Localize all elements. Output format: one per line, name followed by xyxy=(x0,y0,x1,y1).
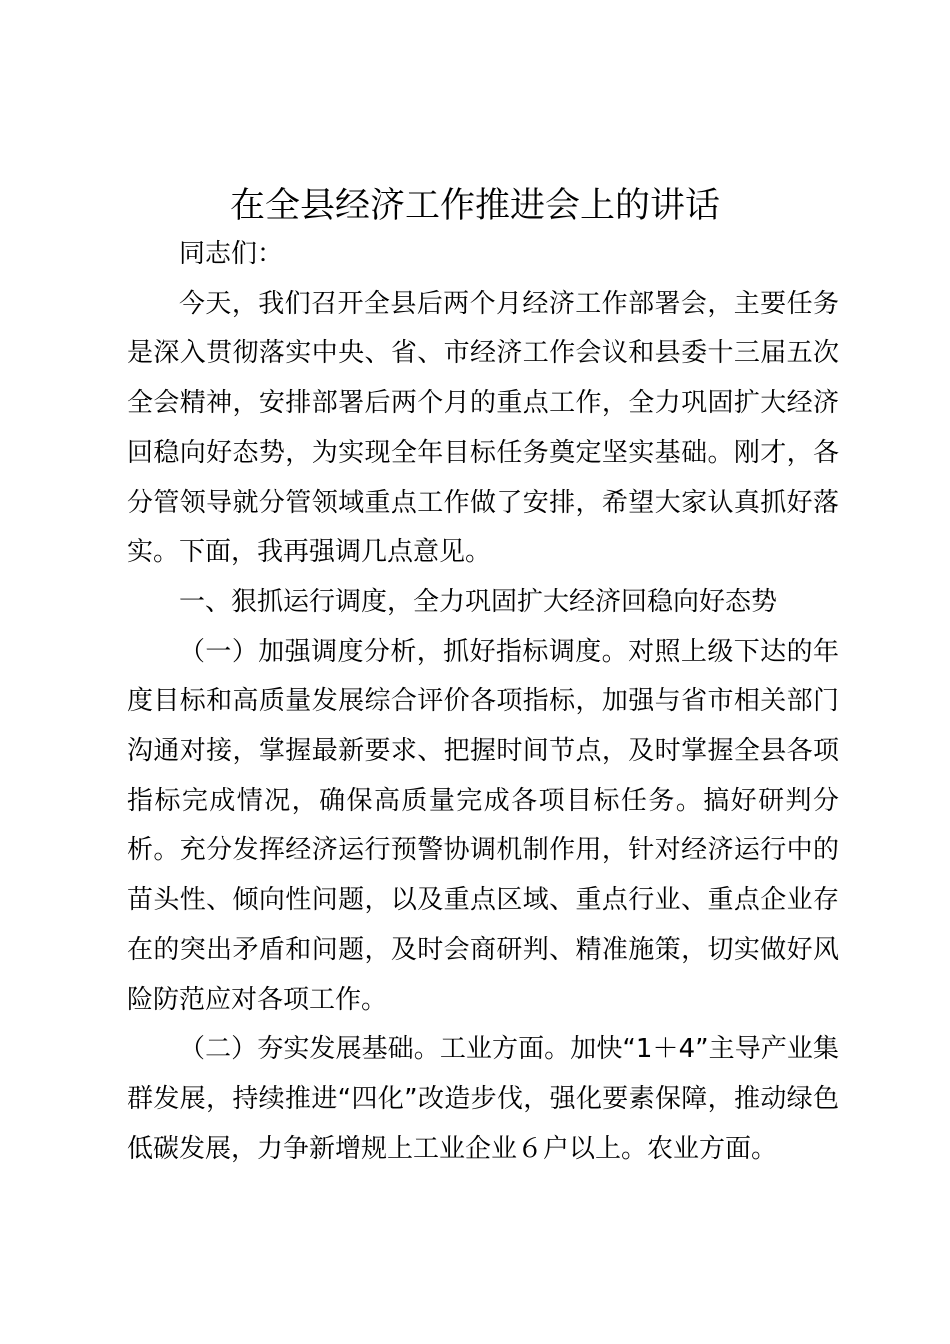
section-heading-1: 一、狠抓运行调度，全力巩固扩大经济回稳向好态势 xyxy=(179,586,778,617)
paragraph-subsection-1: （一）加强调度分析，抓好指标调度。对照上级下达的年度目标和高质量发展综合评价各项指标，加强与省市相关部门沟通对接，掌握最新要求、把握时间节点，及时掌握全县各项指标完成情况，确保高质量完成各项目标任务。搞好研判分析。充分发挥经济运行预警协调机制作用，针对经济运行中的苗头性、倾向性问题，以及重点区域、重点行业、重点企业存在的突出矛盾和问题，及时会商研判、精准施策，切实做好风险防范应对各项工作。 xyxy=(127,636,839,1015)
document-title: 在全县经济工作推进会上的讲话 xyxy=(229,186,720,226)
salutation: 同志们： xyxy=(179,239,284,269)
document-body xyxy=(127,230,839,1174)
paragraph-subsection-2: （二）夯实发展基础。工业方面。加快“1＋4”主导产业集群发展，持续推进“四化”改造步伐，强化要素保障，推动绿色低碳发展，力争新增规上工业企业６户以上。农业方面。 xyxy=(127,1034,839,1164)
paragraph-intro: 今天，我们召开全县后两个月经济工作部署会，主要任务是深入贯彻落实中央、省、市经济工作会议和县委十三届五次全会精神，安排部署后两个月的重点工作，全力巩固扩大经济回稳向好态势，为实现全年目标任务奠定坚实基础。刚才，各分管领导就分管领域重点工作做了安排，希望大家认真抓好落实。下面，我再强调几点意见。 xyxy=(127,288,839,568)
